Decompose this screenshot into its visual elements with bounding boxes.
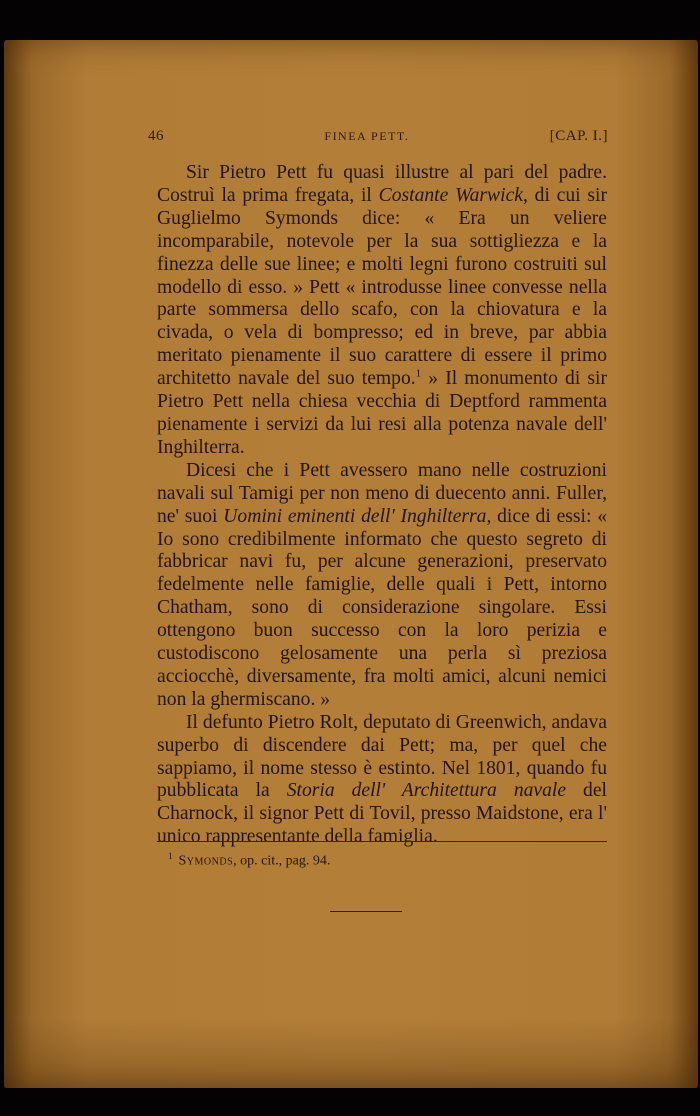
running-title: FINEA PETT. bbox=[324, 129, 410, 143]
paragraph-1-text-c: , di cui sir Guglielmo Symonds dice: « Era un veliere incomparabile, notevole per la sua sottigliezza e la finezza delle sue linee; e molti legni furono costruiti sul modello di esso. » Pett « introdusse linee convesse nella parte sommersa dello scafo, con la chiovatura e la civada, o vela di bompresso; ed in breve, par abbia meritato pienamente il suo carattere di essere il primo architetto navale del suo tempo. bbox=[157, 184, 608, 390]
page-number: 46 bbox=[148, 128, 164, 144]
footnote bbox=[168, 851, 588, 870]
paragraph-1 bbox=[157, 162, 607, 460]
paragraph-2 bbox=[157, 460, 607, 712]
page-header bbox=[148, 128, 608, 145]
italic-title-costante-warwick: Costante Warwick bbox=[378, 184, 523, 206]
paragraph-1-text-a: Sir Pietro Pett fu quasi illustre al pari del padre. Costruì la prima fregata, il bbox=[157, 162, 607, 206]
footnote-author: Symonds bbox=[178, 853, 234, 869]
chapter-label: [CAP. I.] bbox=[549, 128, 608, 144]
paragraph-2-text-c: dice di essi: « Io sono credibilmente informato che questo segreto di fabbricar navi fu, per alcune generazioni, preservato fedelmente nelle famiglie, delle quali i Pett, intorno Chatham, sono di considerazione singolare. Essi ottengono buon successo con la loro perizia e custodiscono gelosamente una perla sì preziosa acciocchè, diversamente, fra molti amici, alcuni nemici non la ghermiscano. » bbox=[157, 505, 607, 710]
paragraph-3 bbox=[157, 712, 607, 849]
footnote-divider bbox=[157, 841, 607, 842]
section-end-rule bbox=[330, 911, 402, 912]
italic-title-storia-architettura: Storia dell' Architettura navale bbox=[286, 780, 567, 802]
body-text bbox=[157, 162, 607, 849]
paragraph-3-text-a: Il defunto Pietro Rolt, deputato di Greenwich, andava superbo di discendere dai Pett; ma, per quel che sappiamo, il nome stesso è estinto. Nel 1801, quando fu pubblicata la bbox=[157, 711, 607, 802]
italic-title-uomini-eminenti: Uomini eminenti dell' Inghilterra, bbox=[223, 505, 492, 527]
footnote-citation: , op. cit., pag. 94. bbox=[233, 853, 331, 869]
paragraph-2-text-a: Dicesi che i Pett avessero mano nelle costruzioni navali sul Tamigi per non meno di duecento anni. Fuller, ne' suoi bbox=[157, 459, 607, 527]
paragraph-3-text-c: del Charnock, il signor Pett di Tovil, presso Maidstone, era l' unico rappresentante della famiglia. bbox=[157, 780, 607, 848]
footnote-marker: 1 bbox=[168, 851, 173, 861]
paragraph-1-text-d: » Il monumento di sir Pietro Pett nella chiesa vecchia di Deptford rammenta pienamente i servizi da lui resi alla potenza navale dell' Inghilterra. bbox=[157, 368, 608, 458]
footnote-reference: 1 bbox=[415, 367, 422, 380]
